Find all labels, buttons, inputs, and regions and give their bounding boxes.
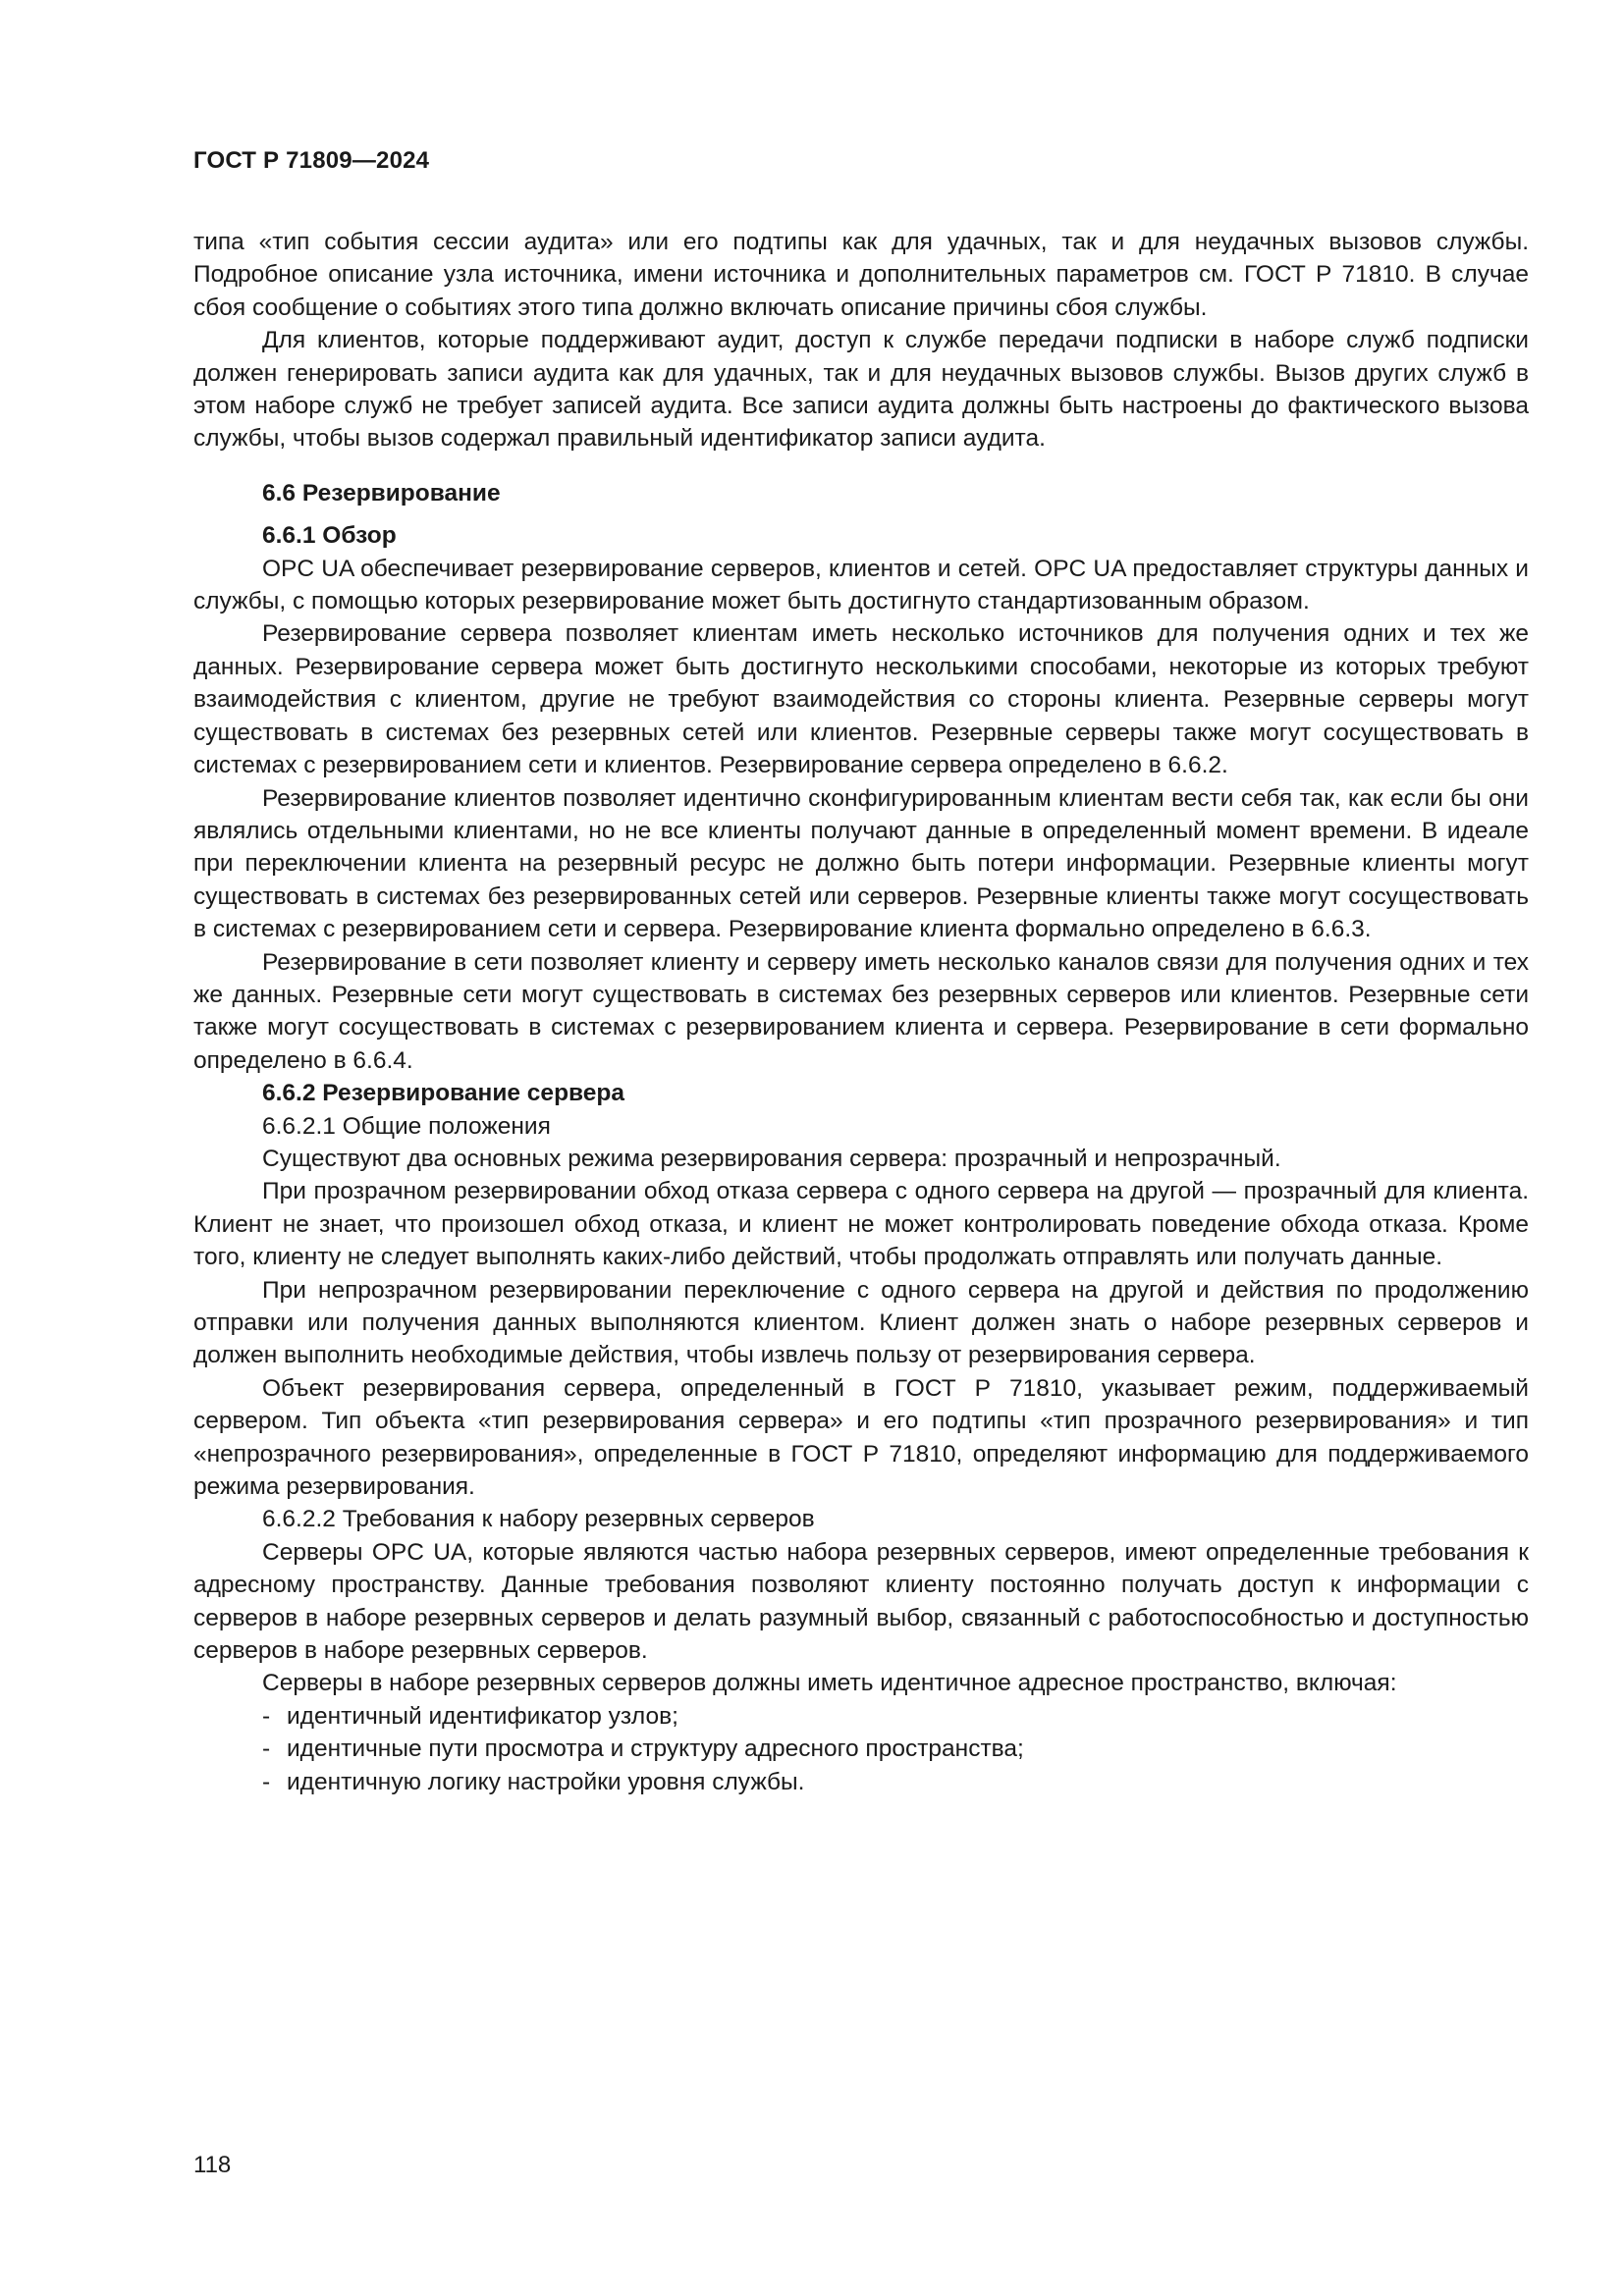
list-item-text: идентичные пути просмотра и структуру адресного пространства; [287,1735,1024,1763]
section-heading-6-6-2: 6.6.2 Резервирование сервера [262,1080,624,1107]
document-header: ГОСТ Р 71809—2024 [193,147,430,174]
paragraph: Существуют два основных режима резервирования сервера: прозрачный и непрозрачный. [262,1145,1281,1172]
paragraph: Объект резервирования сервера, определенный в ГОСТ Р 71810, указывает режим, поддерживаемый сервером. Тип объекта «тип резервирования сервера» и его подтипы «тип прозрачного резервирования» и тип «непрозрачного резервирования», определенные в ГОСТ Р 71810, определяют информацию для поддерживаемого режима резервирования. [193,1374,1529,1501]
paragraph: Резервирование сервера позволяет клиентам иметь несколько источников для получения одних и тех же данных. Резервирование сервера может быть достигнуто несколькими способами, некоторые из которых требуют взаимодействия с клиентом, другие не требуют взаимодействия со стороны клиента. Резервные серверы могут существовать в системах без резервных сетей или клиентов. Резервные серверы также могут сосуществовать в системах с резервированием сети и клиентов. Резервирование сервера определено в 6.6.2. [193,620,1529,779]
list-item [262,1766,1529,1798]
subsection-heading-6-6-2-2: 6.6.2.2 Требования к набору резервных серверов [262,1506,815,1533]
list-item-text: идентичный идентификатор узлов; [287,1702,678,1730]
list-item [262,1733,1529,1765]
section-heading-6-6: 6.6 Резервирование [262,479,501,507]
section-heading-6-6-1: 6.6.1 Обзор [262,522,397,550]
list-marker: - [262,1735,271,1763]
page-number: 118 [193,2152,232,2178]
paragraph: При прозрачном резервировании обход отказа сервера с одного сервера на другой — прозрачный для клиента. Клиент не знает, что произошел обход отказа, и клиент не может контролировать поведение обхода отказа. Кроме того, клиенту не следует выполнять каких-либо действий, чтобы продолжать отправлять или получать данные. [193,1178,1529,1271]
document-body [193,226,1529,1798]
bullet-list [193,1700,1529,1798]
list-marker: - [262,1768,271,1795]
paragraph: типа «тип события сессии аудита» или его подтипы как для удачных, так и для неудачных вызовов службы. Подробное описание узла источника, имени источника и дополнительных параметров см. ГОСТ Р 71810. В случае сбоя сообщение о событиях этого типа должно включать описание причины сбоя службы. [193,229,1529,321]
paragraph: Резервирование в сети позволяет клиенту и серверу иметь несколько каналов связи для получения одних и тех же данных. Резервные сети могут существовать в системах без резервных серверов или клиентов. Резервные сети также могут сосуществовать в системах с резервированием клиента и сервера. Резервирование в сети формально определено в 6.6.4. [193,948,1529,1074]
list-item-text: идентичную логику настройки уровня службы. [287,1768,805,1795]
paragraph: Для клиентов, которые поддерживают аудит, доступ к службе передачи подписки в наборе служб подписки должен генерировать записи аудита как для удачных, так и для неудачных вызовов службы. Вызов других служб в этом наборе служб не требует записей аудита. Все записи аудита должны быть настроены до фактического вызова службы, чтобы вызов содержал правильный идентификатор записи аудита. [193,327,1529,453]
paragraph: При непрозрачном резервировании переключение с одного сервера на другой и действия по продолжению отправки или получения данных выполняются клиентом. Клиент должен знать о наборе резервных серверов и должен выполнить необходимые действия, чтобы извлечь пользу от резервирования сервера. [193,1276,1529,1369]
paragraph: Серверы в наборе резервных серверов должны иметь идентичное адресное пространство, включая: [262,1670,1397,1697]
paragraph: OPC UA обеспечивает резервирование серверов, клиентов и сетей. OPC UA предоставляет структуры данных и службы, с помощью которых резервирование может быть достигнуто стандартизованным образом. [193,555,1529,615]
list-marker: - [262,1702,271,1730]
subsection-heading-6-6-2-1: 6.6.2.1 Общие положения [262,1112,551,1140]
paragraph: Серверы OPC UA, которые являются частью набора резервных серверов, имеют определенные требования к адресному пространству. Данные требования позволяют клиенту постоянно получать доступ к информации с серверов в наборе резервных серверов и делать разумный выбор, связанный с работоспособностью и доступностью серверов в наборе резервных серверов. [193,1538,1529,1665]
list-item [262,1700,1529,1733]
paragraph: Резервирование клиентов позволяет идентично сконфигурированным клиентам вести себя так, как если бы они являлись отдельными клиентами, но не все клиенты получают данные в определенный момент времени. В идеале при переключении клиента на резервный ресурс не должно быть потери информации. Резервные клиенты могут существовать в системах без резервированных сетей или серверов. Резервные клиенты также могут сосуществовать в системах с резервированием сети и сервера. Резервирование клиента формально определено в 6.6.3. [193,784,1529,943]
